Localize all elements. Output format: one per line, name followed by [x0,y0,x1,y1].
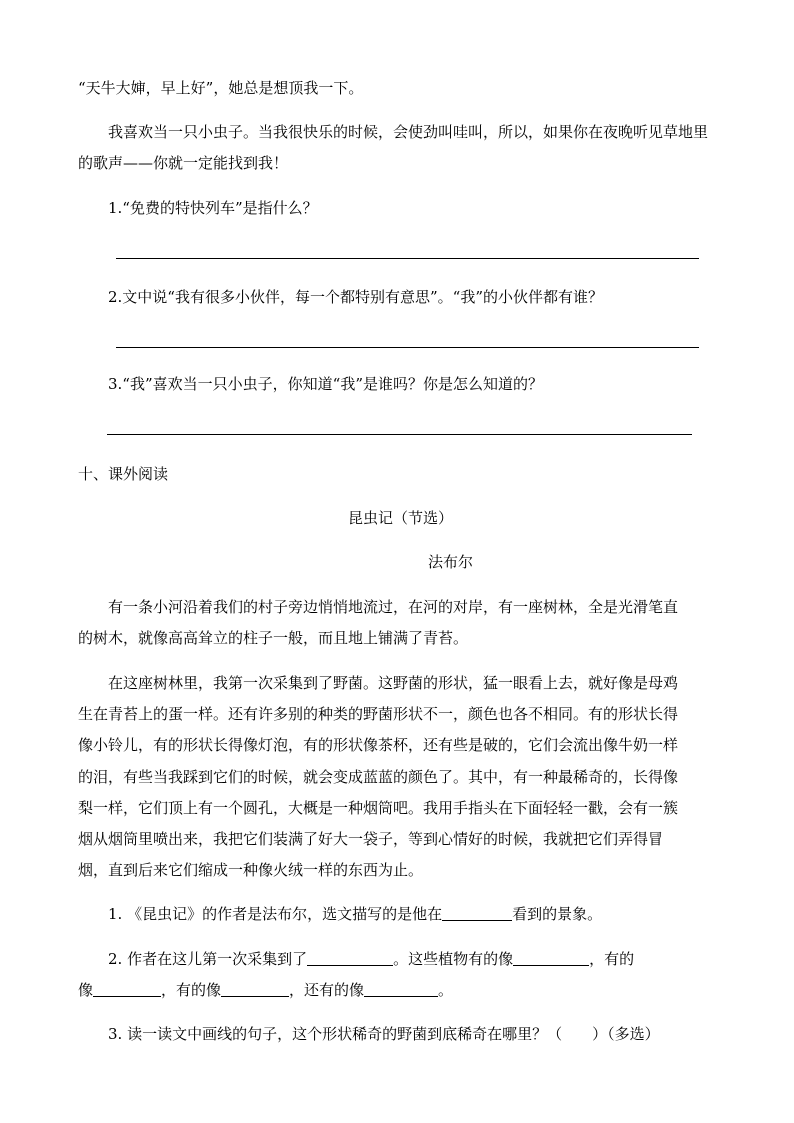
article-author: 法布尔 [428,553,474,571]
question-2: 2.文中说“我有很多小伙伴，每一个都特别有意思”。“我”的小伙伴都有谁？ [108,288,603,306]
question-text: 看到的景象。 [512,905,603,923]
article-line: 梨一样，它们顶上有一个圆孔，大概是一种烟筒吧。我用手指头在下面轻轻一戳，会有一簇 [78,799,679,817]
fill-blank[interactable] [307,950,393,966]
article-line: 生在青苔上的蛋一样。还有许多别的种类的野菌形状不一，颜色也各不相同。有的形状长得 [78,705,679,723]
question-text: 像 [78,981,94,999]
question-text: 1. 《昆虫记》的作者是法布尔，选文描写的是他在 [108,905,443,923]
reading-question-1 [108,904,602,924]
article-line: 的泪，有些当我踩到它们的时候，就会变成蓝蓝的颜色了。其中，有一种最稀奇的，长得像 [78,768,679,786]
fill-blank[interactable] [442,905,512,921]
fill-blank[interactable] [93,981,161,997]
question-text: ，有的像 [161,981,222,999]
answer-line-1[interactable] [116,258,699,259]
question-text: 2. 作者在这儿第一次采集到了 [108,950,308,968]
fill-blank[interactable] [221,981,289,997]
question-text: 。这些植物有的像 [393,950,514,968]
article-line: 烟，直到后来它们缩成一种像火绒一样的东西为止。 [78,861,424,879]
article-line: 的树木，就像高高耸立的柱子一般，而且地上铺满了青苔。 [78,629,469,647]
question-1: 1.“免费的特快列车”是指什么？ [108,199,318,217]
question-text: ，有的 [589,950,635,968]
reading-question-3: 3. 读一读文中画线的句子，这个形状稀奇的野菌到底稀奇在哪里？（ ）（多选） [108,1025,660,1043]
article-line: 有一条小河沿着我们的村子旁边悄悄地流过，在河的对岸，有一座树林，全是光滑笔直 [108,598,679,616]
reading-question-2 [108,949,634,969]
answer-line-3[interactable] [107,434,692,435]
passage-line: 的歌声——你就一定能找到我！ [78,154,289,172]
fill-blank[interactable] [513,950,589,966]
question-text: 。 [438,981,454,999]
question-3: 3.“我”喜欢当一只小虫子，你知道“我”是谁吗？你是怎么知道的？ [108,375,543,393]
article-line: 像小铃儿，有的形状长得像灯泡，有的形状像茶杯，还有些是破的，它们会流出像牛奶一样 [78,736,679,754]
article-line: 在这座树林里，我第一次采集到了野菌。这野菌的形状，猛一眼看上去，就好像是母鸡 [108,674,679,692]
question-text: ，还有的像 [289,981,365,999]
fill-blank[interactable] [364,981,438,997]
passage-line: “天牛大婶，早上好”，她总是想顶我一下。 [78,79,364,97]
answer-line-2[interactable] [116,347,699,348]
passage-line: 我喜欢当一只小虫子。当我很快乐的时候，会使劲叫哇叫，所以，如果你在夜晚听见草地里 [108,123,709,141]
reading-question-2-cont [78,980,453,1000]
section-heading: 十、课外阅读 [78,465,169,483]
article-line: 烟从烟筒里喷出来，我把它们装满了好大一袋子，等到心情好的时候，我就把它们弄得冒 [78,830,664,848]
article-title: 昆虫记（节选） [348,509,454,527]
